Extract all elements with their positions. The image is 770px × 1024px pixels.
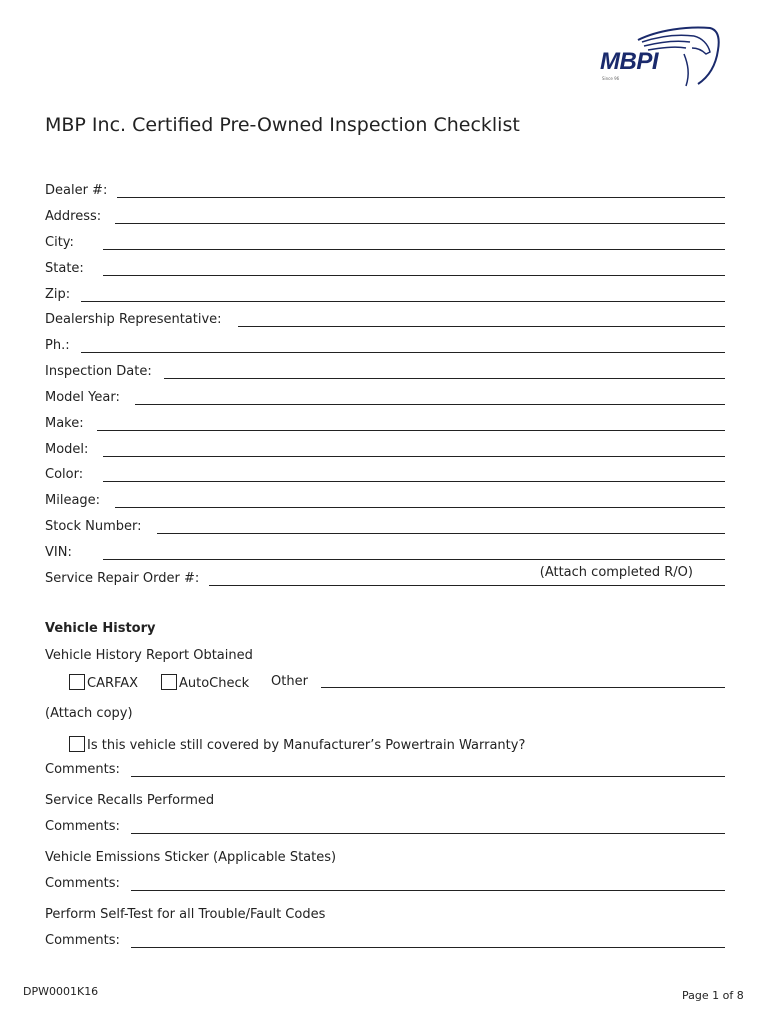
field-label: Make: xyxy=(45,416,84,431)
field-label: Zip: xyxy=(45,287,71,302)
powertrain-warranty-option[interactable] xyxy=(69,736,525,753)
city-input-line[interactable] xyxy=(103,249,725,250)
model-input-line[interactable] xyxy=(103,456,725,457)
representative-input-line[interactable] xyxy=(238,326,725,327)
attach-ro-note: (Attach completed R/O) xyxy=(539,565,693,580)
field-row-dealer-number xyxy=(45,183,725,203)
field-label: VIN: xyxy=(45,545,72,560)
autocheck-option[interactable] xyxy=(161,674,249,691)
comments-label: Comments: xyxy=(45,876,120,891)
field-row-mileage xyxy=(45,493,725,513)
field-label: Mileage: xyxy=(45,493,101,508)
field-row-state xyxy=(45,261,725,281)
model-year-input-line[interactable] xyxy=(135,404,725,405)
powertrain-warranty-checkbox[interactable] xyxy=(69,736,85,752)
mbpi-logo xyxy=(598,24,722,88)
self-test-label: Perform Self-Test for all Trouble/Fault Codes xyxy=(45,907,326,922)
vehicle-history-heading: Vehicle History xyxy=(45,621,156,636)
field-label: Inspection Date: xyxy=(45,364,152,379)
logo-wordmark: MBPI xyxy=(600,48,658,75)
field-label: Stock Number: xyxy=(45,519,142,534)
dealer-number-input-line[interactable] xyxy=(117,197,725,198)
vin-input-line[interactable] xyxy=(103,559,725,560)
field-row-inspection-date xyxy=(45,364,725,384)
document-code: DPW0001K16 xyxy=(23,985,99,998)
field-label: City: xyxy=(45,235,74,250)
field-row-address xyxy=(45,209,725,229)
comments-row-self-test xyxy=(45,933,725,953)
field-label: Model Year: xyxy=(45,390,120,405)
history-report-label: Vehicle History Report Obtained xyxy=(45,648,253,663)
attach-copy-note: (Attach copy) xyxy=(45,706,133,721)
make-input-line[interactable] xyxy=(97,430,725,431)
field-label: Model: xyxy=(45,442,89,457)
recalls-label: Service Recalls Performed xyxy=(45,793,215,808)
field-label: Color: xyxy=(45,467,84,482)
inspection-date-input-line[interactable] xyxy=(164,378,725,379)
field-label: Dealership Representative: xyxy=(45,312,222,327)
comments-input-line[interactable] xyxy=(131,776,725,777)
field-row-make xyxy=(45,416,725,436)
comments-input-line[interactable] xyxy=(131,890,725,891)
carfax-option[interactable] xyxy=(69,674,138,691)
field-row-phone xyxy=(45,338,725,358)
field-label: Dealer #: xyxy=(45,183,108,198)
field-label: Service Repair Order #: xyxy=(45,571,200,586)
carfax-checkbox[interactable] xyxy=(69,674,85,690)
address-input-line[interactable] xyxy=(115,223,725,224)
stock-number-input-line[interactable] xyxy=(157,533,725,534)
mileage-input-line[interactable] xyxy=(115,507,725,508)
field-row-city xyxy=(45,235,725,255)
other-input-line[interactable] xyxy=(321,687,725,688)
field-row-zip xyxy=(45,287,725,307)
page-number: Page 1 of 8 xyxy=(682,989,744,1002)
comments-row-warranty xyxy=(45,762,725,782)
field-row-model xyxy=(45,442,725,462)
comments-label: Comments: xyxy=(45,933,120,948)
page-title: MBP Inc. Certified Pre-Owned Inspection Checklist xyxy=(45,114,520,136)
comments-label: Comments: xyxy=(45,762,120,777)
state-input-line[interactable] xyxy=(103,275,725,276)
field-row-stock-number xyxy=(45,519,725,539)
field-label: Ph.: xyxy=(45,338,70,353)
field-row-color xyxy=(45,467,725,487)
field-row-representative xyxy=(45,312,725,332)
field-row-vin xyxy=(45,545,725,565)
field-label: State: xyxy=(45,261,84,276)
field-row-service-repair-order xyxy=(45,565,725,591)
comments-row-recalls xyxy=(45,819,725,839)
autocheck-label: AutoCheck xyxy=(179,676,250,691)
logo-tagline: Since 96 xyxy=(602,76,620,81)
service-repair-order-input-line[interactable] xyxy=(209,585,725,586)
emissions-label: Vehicle Emissions Sticker (Applicable States) xyxy=(45,850,337,865)
field-label: Address: xyxy=(45,209,102,224)
autocheck-checkbox[interactable] xyxy=(161,674,177,690)
field-row-model-year xyxy=(45,390,725,410)
comments-input-line[interactable] xyxy=(131,833,725,834)
comments-row-emissions xyxy=(45,876,725,896)
powertrain-warranty-label: Is this vehicle still covered by Manufacturer’s Powertrain Warranty? xyxy=(87,738,526,753)
phone-input-line[interactable] xyxy=(81,352,725,353)
color-input-line[interactable] xyxy=(103,481,725,482)
comments-input-line[interactable] xyxy=(131,947,725,948)
other-label: Other xyxy=(271,674,308,689)
zip-input-line[interactable] xyxy=(81,301,725,302)
comments-label: Comments: xyxy=(45,819,120,834)
carfax-label: CARFAX xyxy=(87,676,139,691)
